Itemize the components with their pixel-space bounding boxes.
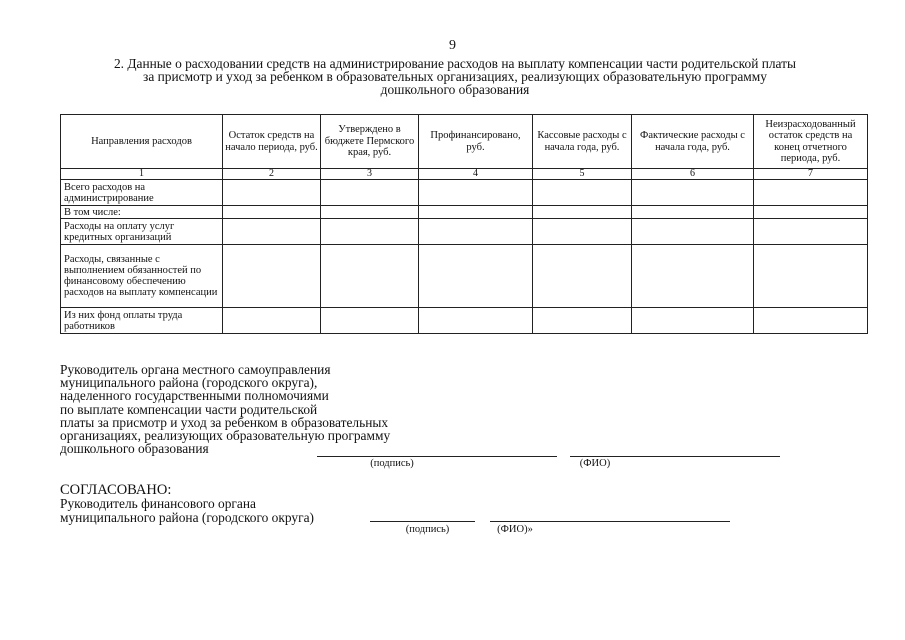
column-header-closing-balance: Неизрасходованный остаток средств на конец отчетного периода, руб. <box>754 115 868 169</box>
column-number: 1 <box>61 169 223 180</box>
page-number: 9 <box>449 38 456 53</box>
column-number: 5 <box>533 169 632 180</box>
table-cell[interactable] <box>419 219 533 245</box>
agreed-text-line: Руководитель финансового органа <box>60 496 256 512</box>
column-header-approved-budget: Утверждено в бюджете Пермского края, руб. <box>321 115 419 169</box>
table-cell[interactable] <box>419 180 533 206</box>
finance-signature-line[interactable] <box>370 521 475 522</box>
table-cell[interactable] <box>223 219 321 245</box>
table-cell[interactable] <box>321 219 419 245</box>
table-cell[interactable] <box>223 180 321 206</box>
signature-text-line: по выплате компенсации части родительской <box>60 401 318 417</box>
section-heading <box>60 57 850 96</box>
row-label-payroll: Из них фонд оплаты труда работников <box>61 308 223 334</box>
table-cell[interactable] <box>533 219 632 245</box>
heading-line-1: 2. Данные о расходовании средств на администрирование расходов на выплату компенсации части родительской платы <box>113 56 797 71</box>
table-row <box>61 245 868 308</box>
heading-line-3: дошкольного образования <box>380 82 530 97</box>
table-cell[interactable] <box>419 206 533 219</box>
signature-text-line: дошкольного образования <box>60 441 209 457</box>
table-cell[interactable] <box>632 245 754 308</box>
column-number: 3 <box>321 169 419 180</box>
table-cell[interactable] <box>632 219 754 245</box>
table-row <box>61 308 868 334</box>
table-cell[interactable] <box>321 245 419 308</box>
column-header-cash-expenses: Кассовые расходы с начала года, руб. <box>533 115 632 169</box>
table-cell[interactable] <box>223 245 321 308</box>
row-label-obligation-expenses: Расходы, связанные с выполнением обязанностей по финансовому обеспечению расходов на выплату компенсации <box>61 245 223 308</box>
column-number: 2 <box>223 169 321 180</box>
column-number-row <box>61 169 868 180</box>
table-cell[interactable] <box>419 308 533 334</box>
table-header-row <box>61 115 868 169</box>
table-cell[interactable] <box>419 245 533 308</box>
column-header-direction: Направления расходов <box>61 115 223 169</box>
agreed-title: СОГЛАСОВАНО: <box>60 482 172 498</box>
head-name-line[interactable] <box>570 456 780 457</box>
table-cell[interactable] <box>223 308 321 334</box>
finance-signature-caption: (подпись) <box>405 524 450 535</box>
table-cell[interactable] <box>754 206 868 219</box>
column-number: 7 <box>754 169 868 180</box>
table-cell[interactable] <box>321 180 419 206</box>
table-cell[interactable] <box>223 206 321 219</box>
finance-name-line[interactable] <box>490 521 730 522</box>
signature-text-line: наделенного государственными полномочиями <box>60 388 329 404</box>
agreed-text-line: муниципального района (городского округа) <box>60 509 314 525</box>
table-row <box>61 219 868 245</box>
table-cell[interactable] <box>754 219 868 245</box>
column-header-financed: Профинансировано, руб. <box>419 115 533 169</box>
column-header-actual-expenses: Фактические расходы с начала года, руб. <box>632 115 754 169</box>
column-header-opening-balance: Остаток средств на начало периода, руб. <box>223 115 321 169</box>
expenses-table <box>60 114 868 334</box>
signature-text-line: муниципального района (городского округа), <box>60 375 318 391</box>
row-label-total-admin: Всего расходов на администрирование <box>61 180 223 206</box>
table-cell[interactable] <box>632 206 754 219</box>
table-cell[interactable] <box>533 206 632 219</box>
table-cell[interactable] <box>321 206 419 219</box>
table-cell[interactable] <box>321 308 419 334</box>
column-number: 6 <box>632 169 754 180</box>
table-cell[interactable] <box>632 180 754 206</box>
table-cell[interactable] <box>533 245 632 308</box>
finance-name-caption: (ФИО)» <box>497 524 533 535</box>
head-signature-caption: (подпись) <box>370 458 414 469</box>
signature-text-line: платы за присмотр и уход за ребенком в образовательных <box>60 414 389 430</box>
table-cell[interactable] <box>533 308 632 334</box>
table-row <box>61 180 868 206</box>
row-label-including: В том числе: <box>61 206 223 219</box>
column-number: 4 <box>419 169 533 180</box>
table-cell[interactable] <box>754 180 868 206</box>
row-label-credit-services: Расходы на оплату услуг кредитных организаций <box>61 219 223 245</box>
table-row <box>61 206 868 219</box>
signature-text-line: организациях, реализующих образовательную программу <box>60 428 391 444</box>
head-signature-block <box>60 363 440 455</box>
table-cell[interactable] <box>754 308 868 334</box>
head-name-caption: (ФИО) <box>579 458 611 469</box>
signature-text-line: Руководитель органа местного самоуправления <box>60 362 331 377</box>
table-cell[interactable] <box>533 180 632 206</box>
head-signature-line[interactable] <box>317 456 557 457</box>
agreed-block <box>60 484 380 524</box>
heading-line-2: за присмотр и уход за ребенком в образовательных организациях, реализующих образовательную программу <box>143 69 767 84</box>
table-cell[interactable] <box>754 245 868 308</box>
table-cell[interactable] <box>632 308 754 334</box>
